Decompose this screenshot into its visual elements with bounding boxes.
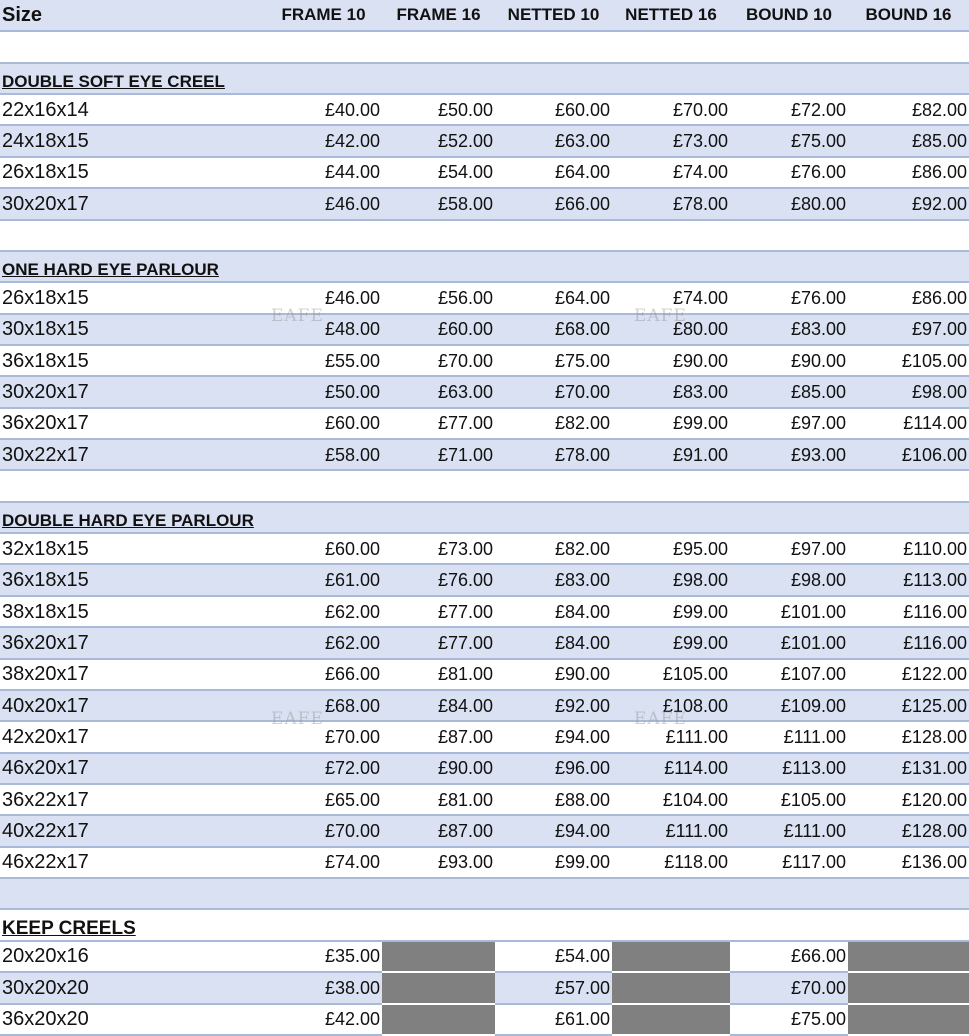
price-cell: £90.00 — [495, 659, 612, 690]
price-cell: £64.00 — [495, 282, 612, 313]
price-cell: £75.00 — [495, 345, 612, 376]
unavailable-cell — [848, 941, 969, 972]
empty-cell — [265, 909, 382, 940]
price-cell: £73.00 — [612, 125, 730, 156]
price-cell: £111.00 — [612, 721, 730, 752]
price-cell: £106.00 — [848, 439, 969, 470]
empty-cell — [495, 251, 612, 282]
unavailable-cell — [848, 972, 969, 1003]
price-cell: £40.00 — [265, 94, 382, 125]
header-frame-10: FRAME 10 — [265, 0, 382, 31]
price-cell: £85.00 — [848, 125, 969, 156]
price-cell: £73.00 — [382, 533, 495, 564]
price-cell: £74.00 — [612, 157, 730, 188]
price-cell: £76.00 — [730, 282, 848, 313]
price-cell: £61.00 — [495, 1004, 612, 1035]
empty-cell — [495, 878, 612, 909]
size-cell: 38x18x15 — [0, 596, 265, 627]
table-row — [0, 157, 969, 188]
price-cell: £118.00 — [612, 847, 730, 878]
price-cell: £78.00 — [612, 188, 730, 219]
price-cell: £90.00 — [730, 345, 848, 376]
price-cell: £81.00 — [382, 784, 495, 815]
price-cell: £85.00 — [730, 376, 848, 407]
size-cell: 40x22x17 — [0, 815, 265, 846]
empty-cell — [495, 63, 612, 94]
empty-cell — [730, 909, 848, 940]
price-cell: £83.00 — [495, 564, 612, 595]
empty-cell — [495, 470, 612, 501]
empty-cell — [848, 63, 969, 94]
unavailable-cell — [612, 941, 730, 972]
price-cell: £56.00 — [382, 282, 495, 313]
spacer-row — [0, 31, 969, 62]
empty-cell — [495, 220, 612, 251]
price-cell: £71.00 — [382, 439, 495, 470]
price-cell: £46.00 — [265, 188, 382, 219]
empty-cell — [382, 220, 495, 251]
price-cell: £70.00 — [265, 721, 382, 752]
price-cell: £88.00 — [495, 784, 612, 815]
price-cell: £107.00 — [730, 659, 848, 690]
spacer-row — [0, 878, 969, 909]
price-cell: £84.00 — [495, 596, 612, 627]
price-cell: £122.00 — [848, 659, 969, 690]
size-cell: 38x20x17 — [0, 659, 265, 690]
size-cell: 26x18x15 — [0, 157, 265, 188]
price-cell: £76.00 — [382, 564, 495, 595]
price-cell: £114.00 — [848, 408, 969, 439]
price-cell: £84.00 — [495, 627, 612, 658]
section-title: DOUBLE HARD EYE PARLOUR — [0, 502, 265, 533]
empty-cell — [612, 251, 730, 282]
table-row — [0, 282, 969, 313]
price-cell: £92.00 — [848, 188, 969, 219]
table-row — [0, 439, 969, 470]
unavailable-cell — [382, 1004, 495, 1035]
price-cell: £93.00 — [730, 439, 848, 470]
empty-cell — [730, 220, 848, 251]
price-cell: £35.00 — [265, 941, 382, 972]
unavailable-cell — [382, 972, 495, 1003]
empty-cell — [265, 878, 382, 909]
price-cell: £101.00 — [730, 596, 848, 627]
empty-cell — [848, 251, 969, 282]
table-row — [0, 314, 969, 345]
size-cell: 32x18x15 — [0, 533, 265, 564]
price-cell: £72.00 — [265, 753, 382, 784]
empty-cell — [848, 878, 969, 909]
size-cell: 46x22x17 — [0, 847, 265, 878]
section-title-row — [0, 251, 969, 282]
price-cell: £50.00 — [265, 376, 382, 407]
table-row — [0, 596, 969, 627]
header-frame-16: FRAME 16 — [382, 0, 495, 31]
size-cell: 36x20x17 — [0, 408, 265, 439]
size-cell: 30x20x17 — [0, 376, 265, 407]
price-cell: £109.00 — [730, 690, 848, 721]
price-cell: £116.00 — [848, 627, 969, 658]
price-cell: £60.00 — [265, 408, 382, 439]
size-cell: 30x22x17 — [0, 439, 265, 470]
empty-cell — [265, 63, 382, 94]
empty-cell — [382, 63, 495, 94]
empty-cell — [382, 470, 495, 501]
price-cell: £52.00 — [382, 125, 495, 156]
header-netted-16: NETTED 16 — [612, 0, 730, 31]
size-cell: 36x20x17 — [0, 627, 265, 658]
price-cell: £128.00 — [848, 815, 969, 846]
price-cell: £86.00 — [848, 157, 969, 188]
price-cell: £66.00 — [730, 941, 848, 972]
empty-cell — [382, 251, 495, 282]
price-cell: £61.00 — [265, 564, 382, 595]
price-cell: £86.00 — [848, 282, 969, 313]
header-size: Size — [0, 0, 265, 31]
watermark: EAFE — [634, 709, 687, 729]
price-cell: £80.00 — [612, 314, 730, 345]
price-cell: £77.00 — [382, 627, 495, 658]
empty-cell — [612, 502, 730, 533]
price-cell: £48.00 — [265, 314, 382, 345]
price-cell: £58.00 — [265, 439, 382, 470]
price-cell: £128.00 — [848, 721, 969, 752]
price-cell: £68.00 — [265, 690, 382, 721]
size-cell: 36x18x15 — [0, 345, 265, 376]
table-row — [0, 1004, 969, 1035]
price-cell: £104.00 — [612, 784, 730, 815]
section-title-row — [0, 502, 969, 533]
empty-cell — [612, 220, 730, 251]
watermark: EAFE — [271, 709, 324, 729]
price-cell: £94.00 — [495, 815, 612, 846]
empty-cell — [495, 502, 612, 533]
price-cell: £113.00 — [730, 753, 848, 784]
unavailable-cell — [848, 1004, 969, 1035]
price-cell: £54.00 — [495, 941, 612, 972]
size-cell: 26x18x15 — [0, 282, 265, 313]
price-cell: £90.00 — [612, 345, 730, 376]
empty-cell — [848, 31, 969, 62]
empty-cell — [612, 909, 730, 940]
price-cell: £44.00 — [265, 157, 382, 188]
price-cell: £64.00 — [495, 157, 612, 188]
price-cell: £76.00 — [730, 157, 848, 188]
empty-cell — [730, 470, 848, 501]
price-cell: £98.00 — [848, 376, 969, 407]
table-row — [0, 753, 969, 784]
price-cell: £82.00 — [495, 408, 612, 439]
price-cell: £117.00 — [730, 847, 848, 878]
empty-cell — [848, 502, 969, 533]
table-row — [0, 784, 969, 815]
price-cell: £87.00 — [382, 815, 495, 846]
empty-cell — [382, 502, 495, 533]
price-cell: £99.00 — [612, 596, 730, 627]
price-cell: £58.00 — [382, 188, 495, 219]
empty-cell — [265, 220, 382, 251]
price-cell: £57.00 — [495, 972, 612, 1003]
price-cell: £80.00 — [730, 188, 848, 219]
price-cell: £70.00 — [730, 972, 848, 1003]
price-cell: £74.00 — [612, 282, 730, 313]
spacer-row — [0, 470, 969, 501]
empty-cell — [848, 470, 969, 501]
price-cell: £55.00 — [265, 345, 382, 376]
empty-cell — [495, 31, 612, 62]
table-row — [0, 533, 969, 564]
size-cell: 36x22x17 — [0, 784, 265, 815]
table-row — [0, 659, 969, 690]
empty-cell — [730, 251, 848, 282]
size-cell: 42x20x17 — [0, 721, 265, 752]
price-cell: £125.00 — [848, 690, 969, 721]
price-cell: £97.00 — [730, 533, 848, 564]
price-cell: £99.00 — [495, 847, 612, 878]
price-cell: £83.00 — [612, 376, 730, 407]
size-cell: 24x18x15 — [0, 125, 265, 156]
price-cell: £65.00 — [265, 784, 382, 815]
price-cell: £113.00 — [848, 564, 969, 595]
empty-cell — [495, 909, 612, 940]
empty-cell — [265, 470, 382, 501]
price-cell: £62.00 — [265, 596, 382, 627]
table-row — [0, 815, 969, 846]
empty-cell — [730, 31, 848, 62]
table-row — [0, 125, 969, 156]
price-cell: £66.00 — [265, 659, 382, 690]
price-cell: £81.00 — [382, 659, 495, 690]
price-cell: £72.00 — [730, 94, 848, 125]
table-row — [0, 847, 969, 878]
price-cell: £62.00 — [265, 627, 382, 658]
empty-cell — [612, 878, 730, 909]
size-cell: 40x20x17 — [0, 690, 265, 721]
price-cell: £99.00 — [612, 408, 730, 439]
empty-cell — [382, 31, 495, 62]
empty-cell — [265, 502, 382, 533]
price-cell: £111.00 — [730, 815, 848, 846]
price-cell: £98.00 — [730, 564, 848, 595]
price-cell: £83.00 — [730, 314, 848, 345]
empty-cell — [848, 909, 969, 940]
price-cell: £78.00 — [495, 439, 612, 470]
table-row — [0, 345, 969, 376]
price-cell: £105.00 — [612, 659, 730, 690]
table-row — [0, 408, 969, 439]
section-title: DOUBLE SOFT EYE CREEL — [0, 63, 265, 94]
price-cell: £105.00 — [730, 784, 848, 815]
price-cell: £82.00 — [848, 94, 969, 125]
price-cell: £97.00 — [730, 408, 848, 439]
size-cell: 36x18x15 — [0, 564, 265, 595]
empty-cell — [0, 31, 265, 62]
price-cell: £101.00 — [730, 627, 848, 658]
table-row — [0, 94, 969, 125]
section-title: ONE HARD EYE PARLOUR — [0, 251, 265, 282]
price-cell: £75.00 — [730, 125, 848, 156]
header-bound-10: BOUND 10 — [730, 0, 848, 31]
size-cell: 22x16x14 — [0, 94, 265, 125]
price-cell: £120.00 — [848, 784, 969, 815]
price-cell: £60.00 — [495, 94, 612, 125]
empty-cell — [0, 220, 265, 251]
price-cell: £77.00 — [382, 596, 495, 627]
price-cell: £92.00 — [495, 690, 612, 721]
header-netted-10: NETTED 10 — [495, 0, 612, 31]
empty-cell — [265, 251, 382, 282]
empty-cell — [730, 878, 848, 909]
price-cell: £111.00 — [730, 721, 848, 752]
price-cell: £82.00 — [495, 533, 612, 564]
empty-cell — [730, 502, 848, 533]
price-cell: £66.00 — [495, 188, 612, 219]
table-row — [0, 690, 969, 721]
price-cell: £60.00 — [382, 314, 495, 345]
section-title-row — [0, 909, 969, 940]
empty-cell — [0, 470, 265, 501]
price-cell: £70.00 — [495, 376, 612, 407]
section-title: KEEP CREELS — [0, 909, 265, 940]
empty-cell — [265, 31, 382, 62]
price-cell: £60.00 — [265, 533, 382, 564]
size-cell: 46x20x17 — [0, 753, 265, 784]
empty-cell — [848, 220, 969, 251]
price-cell: £110.00 — [848, 533, 969, 564]
price-cell: £68.00 — [495, 314, 612, 345]
size-cell: 20x20x16 — [0, 941, 265, 972]
empty-cell — [382, 878, 495, 909]
price-cell: £46.00 — [265, 282, 382, 313]
empty-cell — [382, 909, 495, 940]
price-cell: £131.00 — [848, 753, 969, 784]
section-title-row — [0, 63, 969, 94]
price-cell: £38.00 — [265, 972, 382, 1003]
table-row — [0, 627, 969, 658]
price-cell: £84.00 — [382, 690, 495, 721]
price-cell: £42.00 — [265, 1004, 382, 1035]
price-cell: £63.00 — [495, 125, 612, 156]
unavailable-cell — [612, 972, 730, 1003]
size-cell: 30x18x15 — [0, 314, 265, 345]
price-cell: £91.00 — [612, 439, 730, 470]
spacer-row — [0, 220, 969, 251]
price-cell: £97.00 — [848, 314, 969, 345]
table-row — [0, 564, 969, 595]
price-cell: £70.00 — [612, 94, 730, 125]
price-cell: £136.00 — [848, 847, 969, 878]
price-cell: £114.00 — [612, 753, 730, 784]
price-cell: £94.00 — [495, 721, 612, 752]
price-cell: £87.00 — [382, 721, 495, 752]
watermark: EAFE — [271, 306, 324, 326]
empty-cell — [0, 878, 265, 909]
price-cell: £54.00 — [382, 157, 495, 188]
price-cell: £116.00 — [848, 596, 969, 627]
price-cell: £74.00 — [265, 847, 382, 878]
price-cell: £75.00 — [730, 1004, 848, 1035]
table-row — [0, 376, 969, 407]
size-cell: 30x20x17 — [0, 188, 265, 219]
table-row — [0, 721, 969, 752]
empty-cell — [730, 63, 848, 94]
header-row — [0, 0, 969, 31]
unavailable-cell — [612, 1004, 730, 1035]
price-cell: £70.00 — [265, 815, 382, 846]
price-cell: £96.00 — [495, 753, 612, 784]
empty-cell — [612, 470, 730, 501]
price-cell: £93.00 — [382, 847, 495, 878]
empty-cell — [612, 31, 730, 62]
price-cell: £77.00 — [382, 408, 495, 439]
header-bound-16: BOUND 16 — [848, 0, 969, 31]
empty-cell — [612, 63, 730, 94]
price-cell: £105.00 — [848, 345, 969, 376]
size-cell: 30x20x20 — [0, 972, 265, 1003]
price-cell: £98.00 — [612, 564, 730, 595]
price-cell: £108.00 — [612, 690, 730, 721]
price-cell: £63.00 — [382, 376, 495, 407]
unavailable-cell — [382, 941, 495, 972]
price-cell: £90.00 — [382, 753, 495, 784]
price-cell: £99.00 — [612, 627, 730, 658]
table-row — [0, 941, 969, 972]
price-cell: £111.00 — [612, 815, 730, 846]
watermark: EAFE — [634, 306, 687, 326]
price-cell: £70.00 — [382, 345, 495, 376]
size-cell: 36x20x20 — [0, 1004, 265, 1035]
price-cell: £42.00 — [265, 125, 382, 156]
price-cell: £50.00 — [382, 94, 495, 125]
table-row — [0, 972, 969, 1003]
table-row — [0, 188, 969, 219]
price-cell: £95.00 — [612, 533, 730, 564]
